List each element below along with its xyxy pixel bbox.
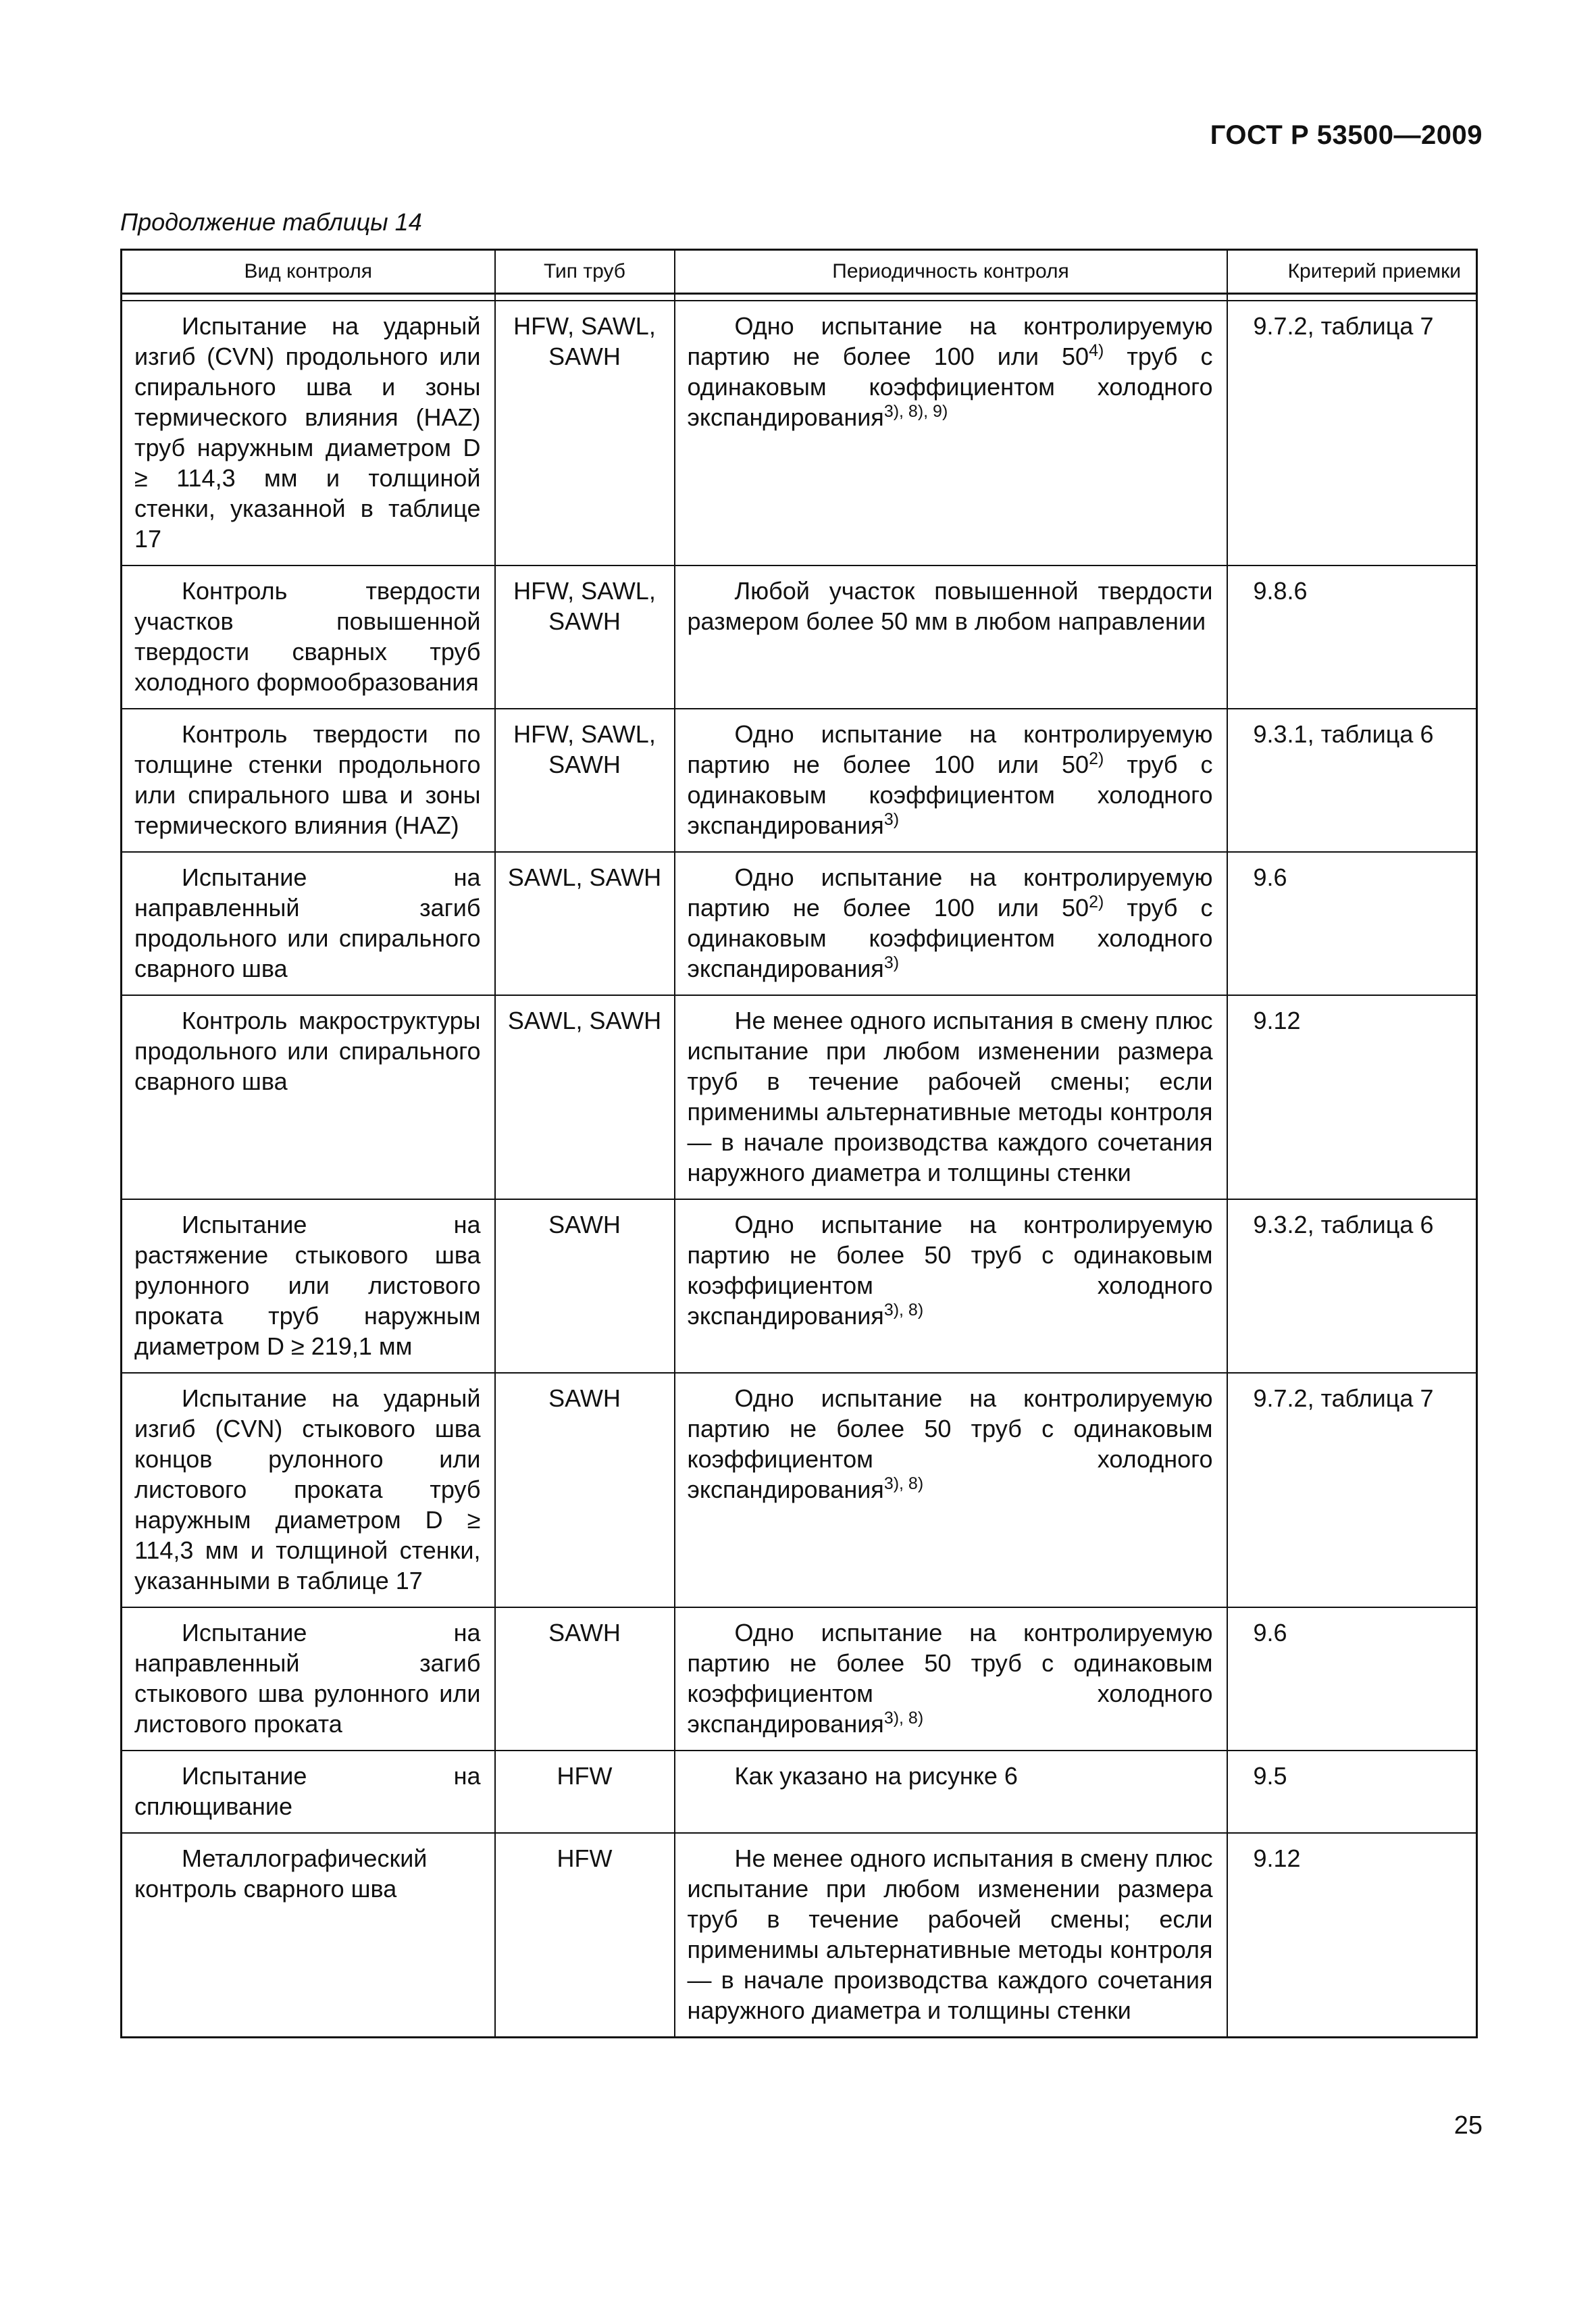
table-row (122, 1607, 1477, 1751)
period-footnote-note: 3) (883, 810, 900, 829)
period-footnote-ref: 4) (1089, 341, 1104, 360)
cell-periodicity (675, 1199, 1227, 1373)
cell-pipe-type: HFW, SAWL, SAWH (495, 565, 675, 709)
cell-periodicity (675, 709, 1227, 852)
cell-acceptance-criterion: 9.3.1, таблица 6 (1227, 709, 1477, 852)
table-header-row (122, 250, 1477, 294)
cell-periodicity (675, 1751, 1227, 1833)
period-text: Одно испытание на контролируемую партию не более 100 или 50 (687, 720, 1213, 778)
period-text: Одно испытание на контролируемую партию не более 50 труб с одинаковым коэффициентом холодного экспандирования (687, 1619, 1213, 1738)
period-text-rest: труб с одинаковым коэффициентом холодного экспандирования (687, 343, 1213, 431)
cell-control-kind: Испытание на растяжение стыкового шва рулонного или листового проката труб наружным диаметром D ≥ 219,1 мм (122, 1199, 495, 1373)
period-footnote-ref: 2) (1089, 749, 1104, 768)
cell-acceptance-criterion: 9.12 (1227, 1833, 1477, 2038)
page-number: 25 (1453, 2111, 1483, 2140)
table-row (122, 709, 1477, 852)
control-table (120, 249, 1478, 2038)
table-row (122, 1199, 1477, 1373)
period-footnote-note: 3) (883, 953, 900, 972)
column-header-criterion: Критерий приемки (1227, 250, 1477, 294)
period-footnote-note: 3), 8) (883, 1474, 924, 1493)
cell-pipe-type: HFW, SAWL, SAWH (495, 301, 675, 565)
cell-control-kind: Испытание на направленный загиб стыкового шва рулонного или листового проката (122, 1607, 495, 1751)
period-text: Не менее одного испытания в смену плюс испытание при любом изменении размера труб в течение рабочей смены; если применимы альтернативные методы контроля — в начале производства каждого сочетания наружного диаметра и толщины стенки (687, 1844, 1213, 2024)
cell-control-kind: Испытание на ударный изгиб (CVN) стыкового шва концов рулонного или листового проката труб наружным диаметром D ≥ 114,3 мм и толщиной стенки, указанными в таблице 17 (122, 1373, 495, 1607)
cell-pipe-type: SAWH (495, 1199, 675, 1373)
cell-control-kind: Испытание на направленный загиб продольного или спирального сварного шва (122, 852, 495, 995)
period-text-rest: труб с одинаковым коэффициентом холодного экспандирования (687, 894, 1213, 982)
cell-control-kind: Испытание на сплющивание (122, 1751, 495, 1833)
cell-acceptance-criterion: 9.3.2, таблица 6 (1227, 1199, 1477, 1373)
period-footnote-ref: 2) (1089, 892, 1104, 911)
cell-pipe-type: HFW, SAWL, SAWH (495, 709, 675, 852)
table-row (122, 995, 1477, 1199)
cell-control-kind: Контроль макроструктуры продольного или спирального сварного шва (122, 995, 495, 1199)
cell-control-kind: Контроль твердости участков повышенной твердости сварных труб холодного формообразования (122, 565, 495, 709)
table-row (122, 301, 1477, 565)
table-row (122, 1751, 1477, 1833)
cell-acceptance-criterion: 9.7.2, таблица 7 (1227, 1373, 1477, 1607)
table-row (122, 1373, 1477, 1607)
cell-pipe-type: HFW (495, 1751, 675, 1833)
cell-periodicity (675, 995, 1227, 1199)
period-text: Как указано на рисунке 6 (734, 1762, 1018, 1790)
period-text: Одно испытание на контролируемую партию не более 50 труб с одинаковым коэффициентом холодного экспандирования (687, 1384, 1213, 1503)
cell-control-kind: Испытание на ударный изгиб (CVN) продольного или спирального шва и зоны термического влияния (HAZ) труб наружным диаметром D ≥ 114,3 мм и толщиной стенки, указанной в таблице 17 (122, 301, 495, 565)
period-text: Одно испытание на контролируемую партию не более 100 или 50 (687, 312, 1213, 370)
cell-pipe-type: HFW (495, 1833, 675, 2038)
header-spacer-row (122, 294, 1477, 301)
cell-pipe-type: SAWH (495, 1373, 675, 1607)
table-caption: Продолжение таблицы 14 (120, 208, 422, 236)
period-text-rest: труб с одинаковым коэффициентом холодного экспандирования (687, 751, 1213, 839)
table-row (122, 852, 1477, 995)
period-footnote-note: 3), 8) (883, 1301, 924, 1319)
cell-pipe-type: SAWH (495, 1607, 675, 1751)
column-header-pipes: Тип труб (495, 250, 675, 294)
cell-periodicity (675, 301, 1227, 565)
cell-acceptance-criterion: 9.8.6 (1227, 565, 1477, 709)
cell-control-kind: Контроль твердости по толщине стенки продольного или спирального шва и зоны термического влияния (HAZ) (122, 709, 495, 852)
period-footnote-note: 3), 8), 9) (883, 402, 948, 421)
period-footnote-note: 3), 8) (883, 1709, 924, 1728)
cell-control-kind: Металлографический контроль сварного шва (122, 1833, 495, 2038)
column-header-kind: Вид контроля (122, 250, 495, 294)
table-row (122, 565, 1477, 709)
cell-acceptance-criterion: 9.6 (1227, 852, 1477, 995)
column-header-period: Периодичность контроля (675, 250, 1227, 294)
cell-pipe-type: SAWL, SAWH (495, 995, 675, 1199)
cell-acceptance-criterion: 9.5 (1227, 1751, 1477, 1833)
period-text: Не менее одного испытания в смену плюс испытание при любом изменении размера труб в течение рабочей смены; если применимы альтернативные методы контроля — в начале производства каждого сочетания наружного диаметра и толщины стенки (687, 1007, 1213, 1186)
cell-periodicity (675, 1373, 1227, 1607)
cell-pipe-type: SAWL, SAWH (495, 852, 675, 995)
period-text: Любой участок повышенной твердости размером более 50 мм в любом направлении (687, 577, 1213, 635)
period-text: Одно испытание на контролируемую партию не более 50 труб с одинаковым коэффициентом холодного экспандирования (687, 1211, 1213, 1330)
cell-periodicity (675, 1607, 1227, 1751)
table-body (122, 301, 1477, 2038)
cell-acceptance-criterion: 9.7.2, таблица 7 (1227, 301, 1477, 565)
cell-periodicity (675, 565, 1227, 709)
cell-periodicity (675, 852, 1227, 995)
table-row (122, 1833, 1477, 2038)
document-header: ГОСТ Р 53500—2009 (1210, 120, 1483, 150)
cell-acceptance-criterion: 9.12 (1227, 995, 1477, 1199)
period-text: Одно испытание на контролируемую партию не более 100 или 50 (687, 863, 1213, 922)
cell-periodicity (675, 1833, 1227, 2038)
cell-acceptance-criterion: 9.6 (1227, 1607, 1477, 1751)
